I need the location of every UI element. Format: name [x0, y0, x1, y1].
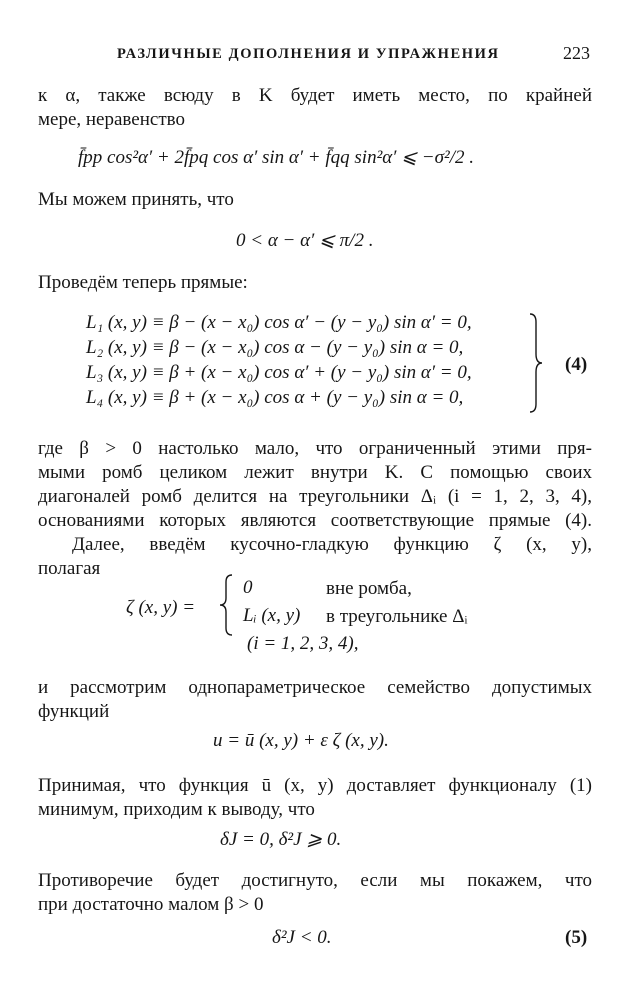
case-value-2: Lᵢ (x, y) — [243, 605, 301, 626]
paragraph-line: мыми ромб целиком лежит внутри K. С помощью своих — [38, 462, 592, 483]
paragraph-line: функций — [38, 701, 110, 722]
page-number: 223 — [563, 43, 590, 63]
family-formula: u = ū (x, y) + ε ζ (x, y). — [213, 730, 389, 751]
paragraph-line: где β > 0 настолько мало, что ограниченный этими пря- — [38, 438, 592, 459]
paragraph-line: к α, также всюду в K будет иметь место, по крайней — [38, 85, 592, 106]
paragraph-line: мере, неравенство — [38, 109, 185, 130]
system-line-4: L₄ (x, y) ≡ β + (x − x₀) cos α + (y − y₀) sin α = 0, — [86, 387, 464, 408]
paragraph-line: Проведём теперь прямые: — [38, 272, 248, 293]
case-value-1: 0 — [243, 577, 253, 598]
paragraph-line: полагая — [38, 558, 101, 579]
angle-inequality: 0 < α − α′ ⩽ π/2 . — [236, 230, 374, 251]
inequality-formula: f̄pp cos²α′ + 2f̄pq cos α′ sin α′ + f̄qq sin²α′ ⩽ −σ²/2 . — [78, 147, 474, 168]
index-range: (i = 1, 2, 3, 4), — [247, 633, 359, 654]
system-line-1: L₁ (x, y) ≡ β − (x − x₀) cos α′ − (y − y₀) sin α′ = 0, — [86, 312, 472, 333]
system-line-2: L₂ (x, y) ≡ β − (x − x₀) cos α − (y − y₀) sin α = 0, — [86, 337, 464, 358]
paragraph-line: Далее, введём кусочно-гладкую функцию ζ (x, y), — [72, 534, 592, 555]
running-head: РАЗЛИЧНЫЕ ДОПОЛНЕНИЯ И УПРАЖНЕНИЯ — [117, 46, 500, 62]
paragraph-line: и рассмотрим однопараметрическое семейство допустимых — [38, 677, 592, 698]
paragraph-line: минимум, приходим к выводу, что — [38, 799, 315, 820]
right-brace-icon — [528, 312, 544, 414]
paragraph-line: Принимая, что функция ū (x, y) доставляет функционалу (1) — [38, 775, 592, 796]
equation-number: (5) — [565, 927, 588, 948]
second-variation-formula: δ²J < 0. — [272, 927, 332, 948]
system-line-3: L₃ (x, y) ≡ β + (x − x₀) cos α′ + (y − y₀) sin α′ = 0, — [86, 362, 472, 383]
zeta-lhs: ζ (x, y) = — [126, 597, 196, 618]
variation-conditions: δJ = 0, δ²J ⩾ 0. — [220, 829, 342, 850]
left-brace-icon — [218, 573, 234, 637]
paragraph-line: при достаточно малом β > 0 — [38, 894, 264, 915]
paragraph-line: основаниями которых являются соответствующие прямые (4). — [38, 510, 592, 531]
paragraph-line: диагоналей ромб делится на треугольники Δᵢ (i = 1, 2, 3, 4), — [38, 486, 592, 507]
case-condition-1: вне ромба, — [326, 578, 412, 599]
case-condition-2: в треугольнике Δᵢ — [326, 606, 468, 627]
paragraph-line: Мы можем принять, что — [38, 189, 234, 210]
equation-number: (4) — [565, 354, 588, 375]
paragraph-line: Противоречие будет достигнуто, если мы покажем, что — [38, 870, 592, 891]
